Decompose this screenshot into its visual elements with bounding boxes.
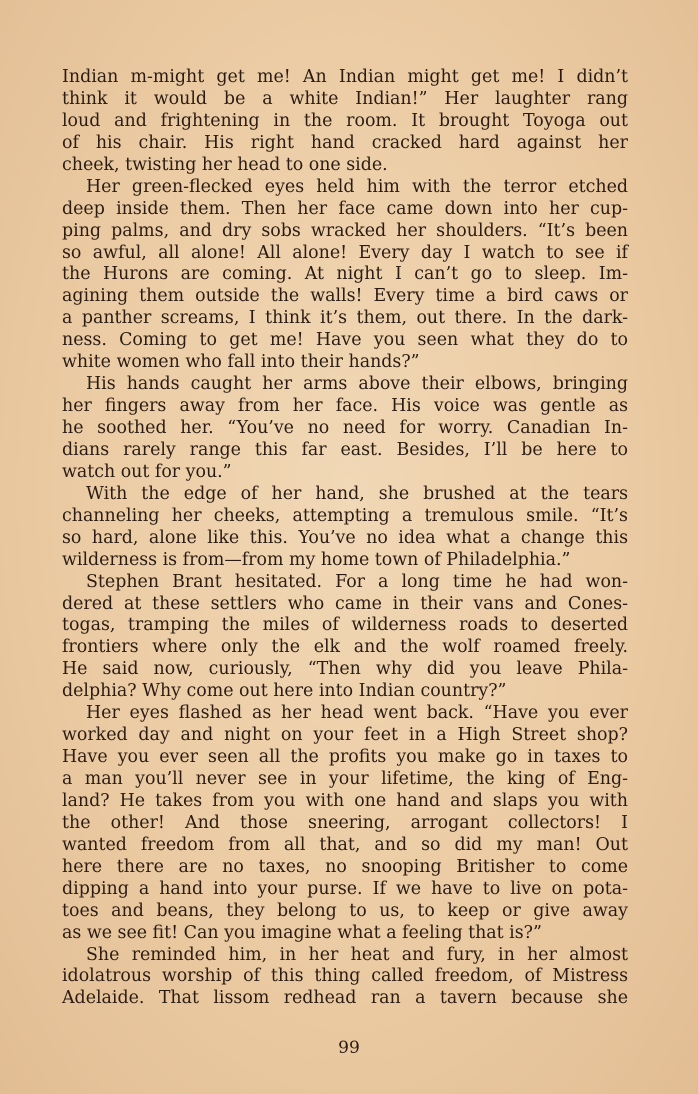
text-line: the Hurons are coming. At night I can’t go to sleep. Im- [62,264,628,285]
text-line: a panther screams, I think it’s them, out there. In the dark- [62,308,628,329]
text-line: Her green-flecked eyes held him with the terror etched [86,176,628,197]
text-line: He said now, curiously, “Then why did you leave Phila- [62,659,628,680]
text-line: watch out for you.” [62,461,232,482]
paragraph [62,572,628,704]
text-line: ping palms, and dry sobs wracked her shoulders. “It’s been [62,220,628,241]
text-line: channeling her cheeks, attempting a tremulous smile. “It’s [62,505,628,526]
text-line: here there are no taxes, no snooping Britisher to come [62,856,628,877]
text-line: so awful, all alone! All alone! Every day I watch to see if [62,242,628,263]
text-line: white women who fall into their hands?” [62,352,420,373]
paragraph [62,945,628,1011]
text-line: idolatrous worship of this thing called freedom, of Mistress [62,966,628,987]
text-line: worked day and night on your feet in a High Street shop? [62,725,628,746]
paragraph [62,484,628,572]
paragraph [62,177,628,374]
text-line: he soothed her. “You’ve no need for worry. Canadian In- [62,418,628,438]
text-line: her fingers away from her face. His voice was gentle as [62,396,628,417]
text-line: wanted freedom from all that, and so did my man! Out [62,834,628,855]
paragraph [62,374,628,484]
text-line: dipping a hand into your purse. If we have to live on pota- [62,878,628,899]
text-line: ness. Coming to get me! Have you seen what they do to [62,330,628,351]
text-line: a man you’ll never see in your lifetime, the king of Eng- [62,769,628,789]
text-line: Indian m-might get me! An Indian might get me! I didn’t [62,67,628,87]
text-line: Her eyes flashed as her head went back. “Have you ever [86,703,628,724]
text-line: Adelaide. That lissom redhead ran a tavern because she [62,988,628,1009]
text-line: loud and frightening in the room. It brought Toyoga out [62,110,628,131]
text-line: frontiers where only the elk and the wolf roamed freely. [62,637,628,658]
text-line: so hard, alone like this. You’ve no idea what a change this [62,527,628,548]
text-line: think it would be a white Indian!” Her laughter rang [62,88,628,109]
text-line: She reminded him, in her heat and fury, in her almost [86,944,628,965]
text-line: dered at these settlers who came in their vans and Cones- [62,593,628,614]
text-line: wilderness is from—from my home town of Philadelphia.” [62,549,571,570]
text-line: toes and beans, they belong to us, to keep or give away [62,900,628,921]
text-line: togas, tramping the miles of wilderness roads to deserted [62,615,628,636]
text-line: dians rarely range this far east. Besides, I’ll be here to [62,439,628,460]
text-line: land? He takes from you with one hand and slaps you with [62,790,628,811]
text-line: His hands caught her arms above their elbows, bringing [86,374,628,395]
paragraph [62,67,628,177]
text-line: With the edge of her hand, she brushed at the tears [86,483,628,504]
body-text [62,67,628,1010]
page-number: 99 [338,1038,360,1058]
text-line: agining them outside the walls! Every time a bird caws or [62,286,628,307]
text-line: the other! And those sneering, arrogant collectors! I [62,812,628,833]
text-line: of his chair. His right hand cracked hard against her [62,132,628,153]
text-line: deep inside them. Then her face came down into her cup- [62,198,628,219]
paragraph [62,703,628,944]
text-line: cheek, twisting her head to one side. [62,154,388,175]
text-line: as we see fit! Can you imagine what a feeling that is?” [62,922,542,943]
text-line: delphia? Why come out here into Indian country?” [62,681,507,702]
text-line: Have you ever seen all the profits you make go in taxes to [62,747,628,768]
text-line: Stephen Brant hesitated. For a long time he had won- [86,571,628,592]
